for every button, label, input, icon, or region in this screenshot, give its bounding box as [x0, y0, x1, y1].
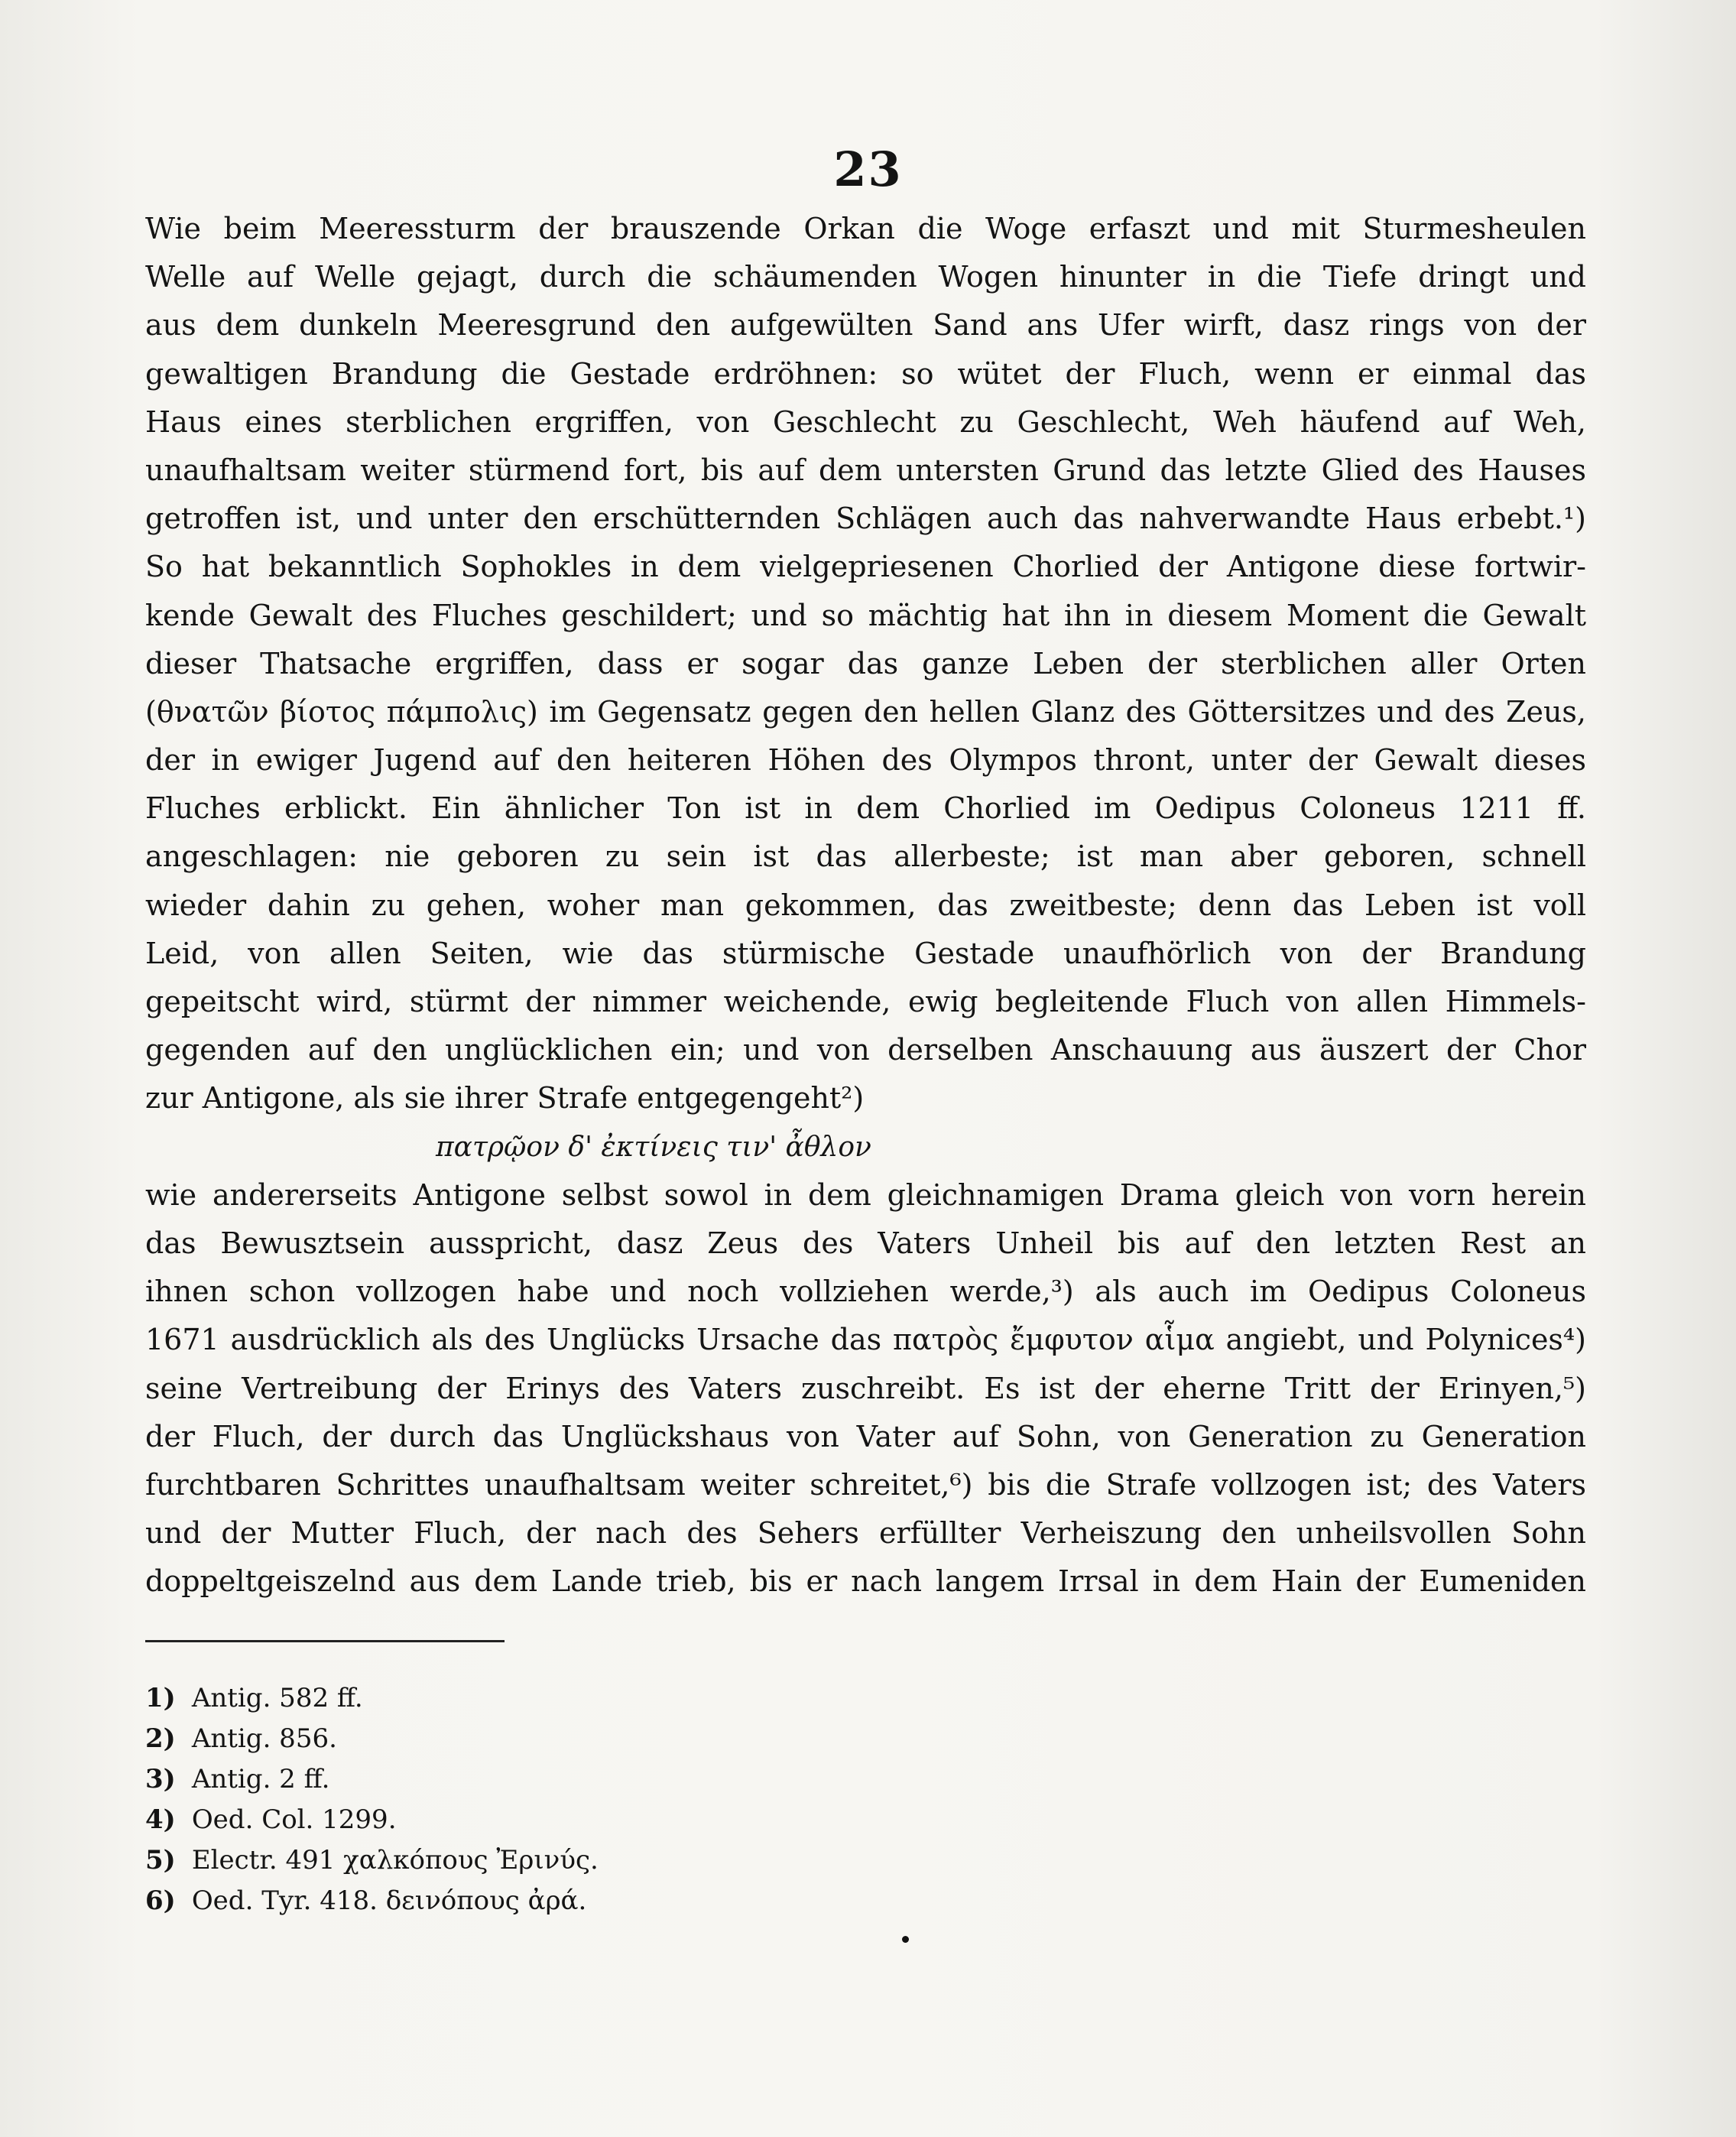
- footnote-text: Oed. Col. 1299.: [191, 1804, 397, 1835]
- footnote-text: Antig. 2 ff.: [191, 1764, 330, 1794]
- text-line: unaufhaltsam weiter stürmend fort, bis auf dem untersten Grund das letzte Glied des Hauses: [145, 453, 1586, 487]
- text-line: das Bewusztsein ausspricht, dasz Zeus des Vaters Unheil bis auf den letzten Rest an: [145, 1226, 1586, 1260]
- text-line: kende Gewalt des Fluches geschildert; und so mächtig hat ihn in diesem Moment die Gewalt: [145, 598, 1586, 632]
- text-line: aus dem dunkeln Meeresgrund den aufgewülten Sand ans Ufer wirft, dasz rings von der: [145, 308, 1586, 343]
- text-line: wie andererseits Antigone selbst sowol in dem gleichnamigen Drama gleich von vorn herein: [145, 1177, 1586, 1212]
- footnote-number: 4): [145, 1804, 176, 1835]
- footnote-text: Electr. 491 χαλκόπους Ἐρινύς.: [191, 1845, 599, 1876]
- footnote-number: 6): [145, 1885, 176, 1916]
- footnote-number: 5): [145, 1845, 176, 1876]
- text-line: und der Mutter Fluch, der nach des Sehers erfüllter Verheiszung den unheilsvollen Sohn: [145, 1516, 1586, 1551]
- ink-dot: [902, 1936, 909, 1943]
- text-line: getroffen ist, und unter den erschütternden Schlägen auch das nahverwandte Haus erbebt.¹): [145, 502, 1586, 536]
- footnote-number: 3): [145, 1764, 176, 1794]
- text-line: ihnen schon vollzogen habe und noch vollziehen werde,³) als auch im Oedipus Coloneus: [145, 1275, 1586, 1309]
- text-line: So hat bekanntlich Sophokles in dem vielgepriesenen Chorlied der Antigone diese fortwir-: [145, 550, 1586, 584]
- footnotes: [145, 1678, 1063, 1921]
- footnote: [145, 1719, 1063, 1759]
- text-line: gewaltigen Brandung die Gestade erdröhnen: so wütet der Fluch, wenn er einmal das: [145, 356, 1586, 391]
- footnote-text: Antig. 582 ff.: [191, 1683, 363, 1713]
- footnote-text: Oed. Tyr. 418. δεινόπους ἀρά.: [191, 1885, 587, 1916]
- footnote-divider: [145, 1640, 505, 1642]
- text-line: angeschlagen: nie geboren zu sein ist das allerbeste; ist man aber geboren, schnell: [145, 840, 1586, 874]
- footnote: [145, 1881, 1063, 1921]
- text-line: furchtbaren Schrittes unaufhaltsam weiter schreitet,⁶) bis die Strafe vollzogen ist; des Vaters: [145, 1467, 1586, 1502]
- body-text: [145, 205, 1586, 1606]
- text-line: gegenden auf den unglücklichen ein; und von derselben Anschauung aus äuszert der Chor: [145, 1033, 1586, 1067]
- text-line: Leid, von allen Seiten, wie das stürmische Gestade unaufhörlich von der Brandung: [145, 936, 1586, 970]
- footnote-text: Antig. 856.: [191, 1723, 337, 1754]
- footnote: [145, 1840, 1063, 1881]
- footnote: [145, 1678, 1063, 1719]
- text-line: seine Vertreibung der Erinys des Vaters zuschreibt. Es ist der eherne Tritt der Erinyen,⁵): [145, 1371, 1586, 1405]
- text-line: Wie beim Meeressturm der brauszende Orkan die Woge erfaszt und mit Sturmesheulen: [145, 212, 1586, 245]
- text-line: gepeitscht wird, stürmt der nimmer weichende, ewig begleitende Fluch von allen Himmels-: [145, 985, 1586, 1018]
- text-line: 1671 ausdrücklich als des Unglücks Ursache das πατρὸς ἔμφυτον αἷμα angiebt, und Polynices⁴): [145, 1323, 1586, 1357]
- text-line: der in ewiger Jugend auf den heiteren Höhen des Olympos thront, unter der Gewalt dieses: [145, 743, 1586, 778]
- footnote-number: 2): [145, 1723, 176, 1754]
- text-line: zur Antigone, als sie ihrer Strafe entgegengeht²): [145, 1081, 865, 1116]
- text-line: doppeltgeiszelnd aus dem Lande trieb, bis er nach langem Irrsal in dem Hain der Eumeniden: [145, 1564, 1586, 1599]
- footnote: [145, 1759, 1063, 1800]
- page-number: 23: [833, 141, 903, 197]
- text-line: wieder dahin zu gehen, woher man gekommen, das zweitbeste; denn das Leben ist voll: [145, 888, 1586, 922]
- text-line: Haus eines sterblichen ergriffen, von Geschlecht zu Geschlecht, Weh häufend auf Weh,: [145, 404, 1586, 439]
- text-line: der Fluch, der durch das Unglückshaus von Vater auf Sohn, von Generation zu Generation: [145, 1419, 1586, 1453]
- text-line: dieser Thatsache ergriffen, dass er sogar das ganze Leben der sterblichen aller Orten: [145, 646, 1586, 680]
- text-line: Welle auf Welle gejagt, durch die schäumenden Wogen hinunter in die Tiefe dringt und: [145, 260, 1586, 294]
- footnote: [145, 1800, 1063, 1840]
- text-line: (θνατῶν βίοτος πάμπολις) im Gegensatz gegen den hellen Glanz des Göttersitzes und des Zeus,: [145, 694, 1586, 729]
- text-line: Fluches erblickt. Ein ähnlicher Ton ist in dem Chorlied im Oedipus Coloneus 1211 ff.: [145, 791, 1586, 826]
- greek-quote: πατρῷον δ' ἐκτίνεις τιν' ἆθλον: [436, 1131, 871, 1163]
- footnote-number: 1): [145, 1683, 176, 1713]
